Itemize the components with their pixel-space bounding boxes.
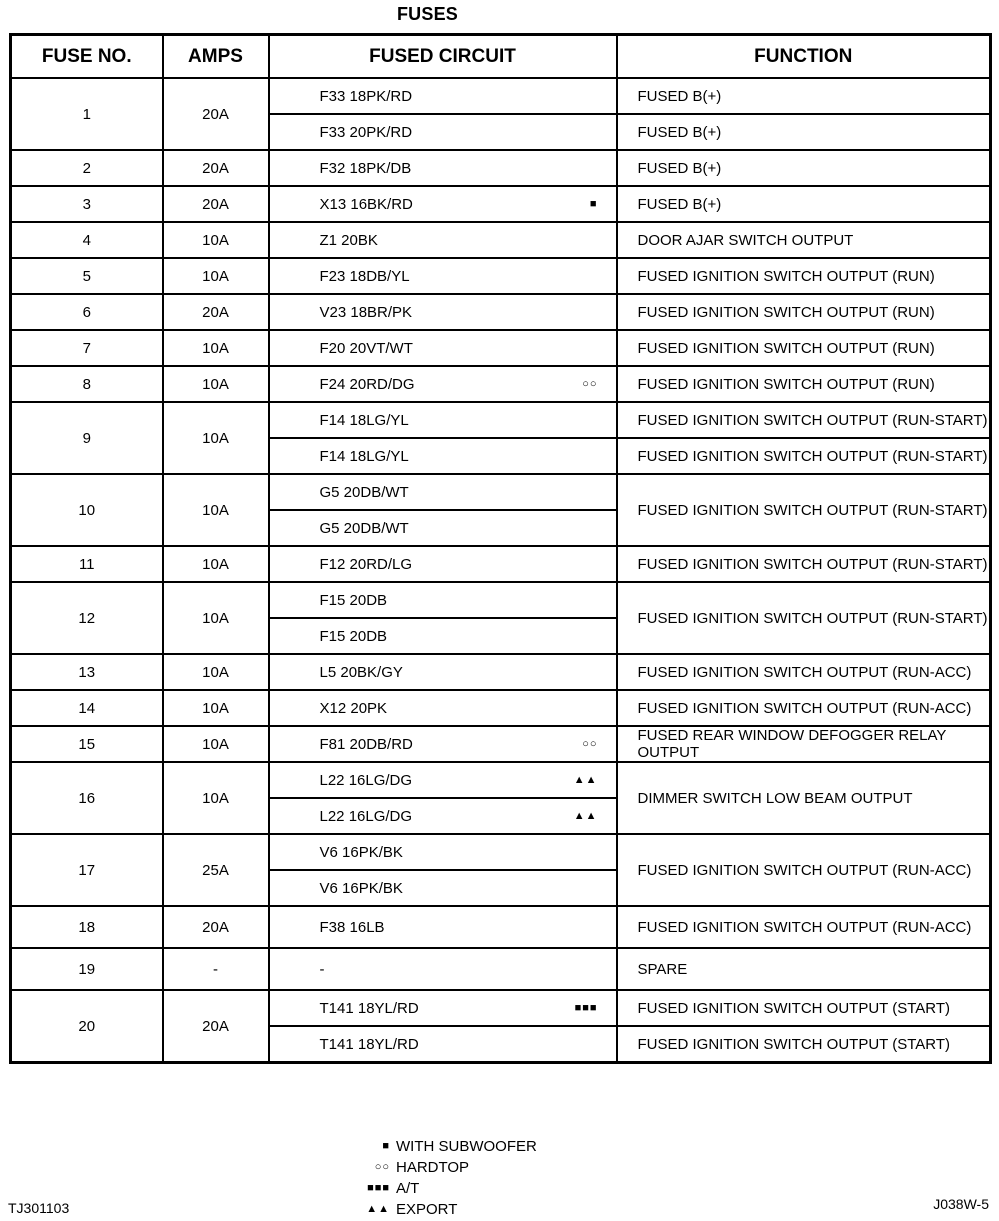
- fused-circuit-cell: [269, 906, 617, 948]
- fuse-number: 4: [11, 222, 163, 258]
- page-title: FUSES: [396, 4, 458, 24]
- header-fuse-no: FUSE NO.: [11, 35, 163, 79]
- fuse-amps: 10A: [163, 474, 269, 546]
- fused-circuit-cell: [269, 186, 617, 222]
- fused-circuit: V6 16PK/BK: [319, 879, 403, 897]
- fused-circuit: F32 18PK/DB: [319, 159, 412, 177]
- fuse-function: FUSED IGNITION SWITCH OUTPUT (RUN): [617, 366, 991, 402]
- table-row: [11, 834, 991, 870]
- table-row: [11, 294, 991, 330]
- fuse-amps: 10A: [163, 258, 269, 294]
- fused-circuit-cell: [269, 402, 617, 438]
- fused-circuit-cell: [269, 510, 617, 546]
- fused-circuit-cell: [269, 690, 617, 726]
- fuse-number: 13: [11, 654, 163, 690]
- fuse-function: FUSED IGNITION SWITCH OUTPUT (RUN-ACC): [617, 834, 991, 906]
- circuit-legend-symbol-icon: ■■■: [574, 1002, 598, 1014]
- table-header-row: [11, 35, 991, 79]
- fused-circuit: F24 20RD/DG: [319, 375, 415, 393]
- fused-circuit: F33 20PK/RD: [319, 123, 413, 141]
- circuit-legend-symbol-icon: ■: [589, 198, 598, 210]
- fuse-amps: 20A: [163, 906, 269, 948]
- fuse-number: 8: [11, 366, 163, 402]
- fused-circuit-cell: [269, 438, 617, 474]
- fuse-number: 10: [11, 474, 163, 546]
- legend-item: [350, 1178, 537, 1199]
- fused-circuit-cell: [269, 330, 617, 366]
- fused-circuit-cell: [269, 258, 617, 294]
- legend-label: WITH SUBWOOFER: [396, 1138, 537, 1155]
- fuse-number: 14: [11, 690, 163, 726]
- fuse-table: [9, 33, 992, 1064]
- legend-symbol-icon: ■: [382, 1140, 390, 1152]
- fused-circuit: F20 20VT/WT: [319, 339, 413, 357]
- fuse-number: 5: [11, 258, 163, 294]
- figure-code-left: TJ301103: [8, 1200, 70, 1216]
- fuse-function: FUSED IGNITION SWITCH OUTPUT (START): [617, 990, 991, 1026]
- fuse-function: FUSED IGNITION SWITCH OUTPUT (RUN): [617, 330, 991, 366]
- table-row: [11, 222, 991, 258]
- fuse-number: 9: [11, 402, 163, 474]
- fused-circuit-cell: [269, 1026, 617, 1063]
- fused-circuit: G5 20DB/WT: [319, 519, 409, 537]
- fused-circuit: T141 18YL/RD: [319, 1035, 419, 1053]
- fuse-function: FUSED IGNITION SWITCH OUTPUT (RUN): [617, 258, 991, 294]
- fuse-amps: -: [163, 948, 269, 990]
- fuse-function: FUSED IGNITION SWITCH OUTPUT (RUN-ACC): [617, 654, 991, 690]
- fused-circuit: V23 18BR/PK: [319, 303, 413, 321]
- fuse-function: FUSED IGNITION SWITCH OUTPUT (RUN-START): [617, 438, 991, 474]
- fuse-function: DOOR AJAR SWITCH OUTPUT: [617, 222, 991, 258]
- table-row: [11, 258, 991, 294]
- fused-circuit: X13 16BK/RD: [319, 195, 413, 213]
- fuse-function: FUSED B(+): [617, 186, 991, 222]
- table-row: [11, 990, 991, 1026]
- fused-circuit-cell: [269, 762, 617, 798]
- fused-circuit-cell: [269, 114, 617, 150]
- table-row: [11, 654, 991, 690]
- fused-circuit: T141 18YL/RD: [319, 999, 419, 1017]
- fuse-function: FUSED IGNITION SWITCH OUTPUT (RUN): [617, 294, 991, 330]
- fuse-table-container: [9, 33, 989, 1064]
- fused-circuit-cell: [269, 834, 617, 870]
- fused-circuit-cell: [269, 222, 617, 258]
- fuse-amps: 10A: [163, 726, 269, 762]
- circuit-legend-symbol-icon: ▲▲: [573, 774, 598, 786]
- fuse-amps: 10A: [163, 222, 269, 258]
- fused-circuit-cell: [269, 546, 617, 582]
- table-row: [11, 186, 991, 222]
- fuse-number: 15: [11, 726, 163, 762]
- fuse-table-body: [11, 78, 991, 1063]
- fuse-amps: 25A: [163, 834, 269, 906]
- header-fused-circuit: FUSED CIRCUIT: [269, 35, 617, 79]
- figure-code-right: J038W-5: [933, 1196, 989, 1212]
- fused-circuit: L22 16LG/DG: [319, 771, 413, 789]
- fused-circuit-cell: [269, 366, 617, 402]
- table-row: [11, 366, 991, 402]
- legend: [350, 1136, 537, 1220]
- fused-circuit: L22 16LG/DG: [319, 807, 413, 825]
- fuse-amps: 20A: [163, 150, 269, 186]
- fused-circuit-cell: [269, 990, 617, 1026]
- fused-circuit-cell: [269, 870, 617, 906]
- fuse-number: 17: [11, 834, 163, 906]
- fuse-number: 16: [11, 762, 163, 834]
- fuse-number: 1: [11, 78, 163, 150]
- fused-circuit-cell: [269, 150, 617, 186]
- fused-circuit-cell: [269, 474, 617, 510]
- fuse-function: FUSED IGNITION SWITCH OUTPUT (RUN-START): [617, 402, 991, 438]
- fuse-amps: 20A: [163, 990, 269, 1063]
- table-row: [11, 762, 991, 798]
- fused-circuit-cell: [269, 654, 617, 690]
- fused-circuit: -: [319, 960, 325, 978]
- fused-circuit: L5 20BK/GY: [319, 663, 403, 681]
- fuse-number: 18: [11, 906, 163, 948]
- legend-item: [350, 1136, 537, 1157]
- legend-label: HARDTOP: [396, 1159, 470, 1176]
- fuse-amps: 10A: [163, 654, 269, 690]
- fuse-function: SPARE: [617, 948, 991, 990]
- fuse-number: 12: [11, 582, 163, 654]
- fuse-amps: 10A: [163, 366, 269, 402]
- table-row: [11, 474, 991, 510]
- circuit-legend-symbol-icon: ▲▲: [573, 810, 598, 822]
- fuse-function: FUSED B(+): [617, 150, 991, 186]
- fused-circuit: F12 20RD/LG: [319, 555, 413, 573]
- fused-circuit: F23 18DB/YL: [319, 267, 410, 285]
- fused-circuit-cell: [269, 582, 617, 618]
- fuse-amps: 10A: [163, 762, 269, 834]
- legend-label: EXPORT: [396, 1201, 458, 1218]
- legend-symbol-icon: ▲▲: [366, 1203, 390, 1215]
- fused-circuit: F38 16LB: [319, 918, 385, 936]
- fuse-number: 20: [11, 990, 163, 1063]
- header-amps: AMPS: [163, 35, 269, 79]
- table-row: [11, 402, 991, 438]
- fuse-amps: 10A: [163, 402, 269, 474]
- fused-circuit: V6 16PK/BK: [319, 843, 403, 861]
- fuse-function: FUSED IGNITION SWITCH OUTPUT (RUN-START): [617, 546, 991, 582]
- fused-circuit-cell: [269, 798, 617, 834]
- fused-circuit: Z1 20BK: [319, 231, 378, 249]
- fuse-function: FUSED IGNITION SWITCH OUTPUT (START): [617, 1026, 991, 1063]
- fuse-function: FUSED IGNITION SWITCH OUTPUT (RUN-START): [617, 582, 991, 654]
- fused-circuit-cell: [269, 294, 617, 330]
- fuse-amps: 20A: [163, 186, 269, 222]
- fused-circuit: F81 20DB/RD: [319, 735, 413, 753]
- fuse-amps: 10A: [163, 546, 269, 582]
- fuse-number: 7: [11, 330, 163, 366]
- table-row: [11, 582, 991, 618]
- fuse-function: FUSED IGNITION SWITCH OUTPUT (RUN-ACC): [617, 690, 991, 726]
- fuse-amps: 10A: [163, 330, 269, 366]
- fuse-amps: 20A: [163, 294, 269, 330]
- fuse-function: FUSED REAR WINDOW DEFOGGER RELAY OUTPUT: [617, 726, 991, 762]
- fuse-amps: 10A: [163, 690, 269, 726]
- table-row: [11, 150, 991, 186]
- fused-circuit-cell: [269, 78, 617, 114]
- table-row: [11, 78, 991, 114]
- table-row: [11, 330, 991, 366]
- header-function: FUNCTION: [617, 35, 991, 79]
- fuse-function: FUSED IGNITION SWITCH OUTPUT (RUN-ACC): [617, 906, 991, 948]
- legend-symbol-icon: ○○: [374, 1161, 390, 1173]
- fuse-amps: 10A: [163, 582, 269, 654]
- legend-item: [350, 1157, 537, 1178]
- legend-item: [350, 1199, 537, 1220]
- fuse-function: FUSED B(+): [617, 78, 991, 114]
- fused-circuit-cell: [269, 618, 617, 654]
- fuse-function: FUSED IGNITION SWITCH OUTPUT (RUN-START): [617, 474, 991, 546]
- legend-symbol-icon: ■■■: [367, 1182, 390, 1194]
- fuse-number: 19: [11, 948, 163, 990]
- fused-circuit: F15 20DB: [319, 591, 388, 609]
- fused-circuit: F33 18PK/RD: [319, 87, 413, 105]
- fuse-amps: 20A: [163, 78, 269, 150]
- fuse-number: 11: [11, 546, 163, 582]
- table-row: [11, 726, 991, 762]
- circuit-legend-symbol-icon: ○○: [582, 378, 598, 390]
- fuse-function: FUSED B(+): [617, 114, 991, 150]
- fused-circuit-cell: [269, 726, 617, 762]
- circuit-legend-symbol-icon: ○○: [582, 738, 598, 750]
- fused-circuit: G5 20DB/WT: [319, 483, 409, 501]
- fused-circuit: F14 18LG/YL: [319, 411, 409, 429]
- fuse-number: 6: [11, 294, 163, 330]
- table-row: [11, 906, 991, 948]
- table-row: [11, 546, 991, 582]
- table-row: [11, 948, 991, 990]
- fuse-number: 2: [11, 150, 163, 186]
- fuse-number: 3: [11, 186, 163, 222]
- fused-circuit: F15 20DB: [319, 627, 388, 645]
- fused-circuit-cell: [269, 948, 617, 990]
- fuse-function: DIMMER SWITCH LOW BEAM OUTPUT: [617, 762, 991, 834]
- fused-circuit: X12 20PK: [319, 699, 388, 717]
- table-row: [11, 690, 991, 726]
- legend-label: A/T: [396, 1180, 420, 1197]
- fused-circuit: F14 18LG/YL: [319, 447, 409, 465]
